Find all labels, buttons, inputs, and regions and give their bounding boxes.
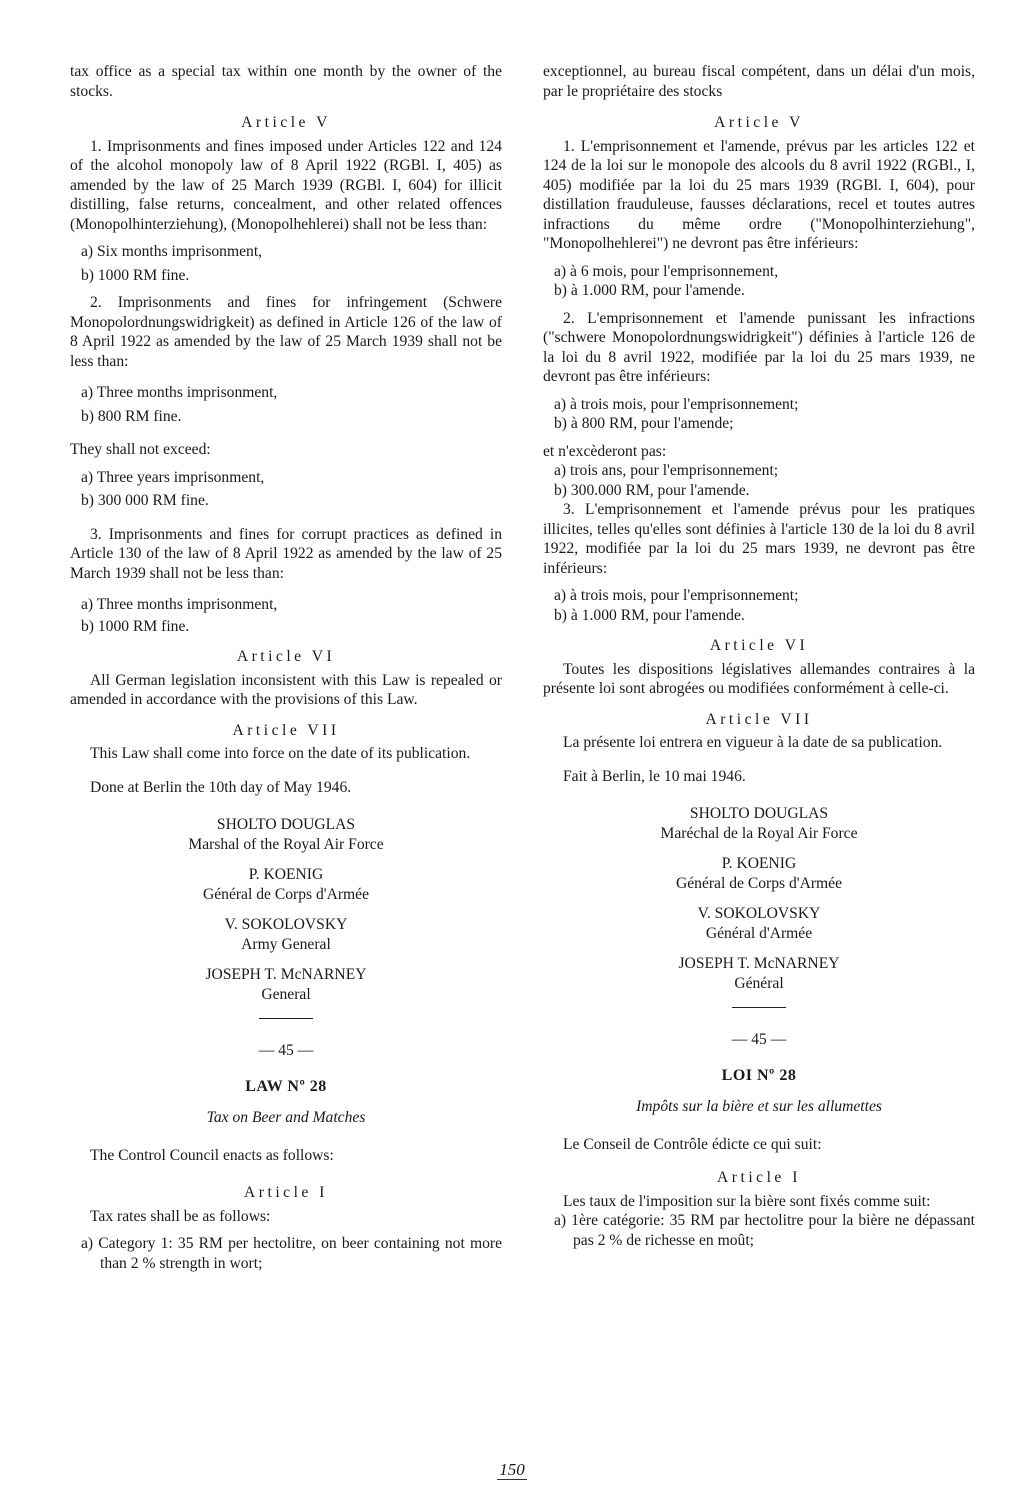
- law-title: LOI Nº 28: [721, 1066, 797, 1084]
- list-item: a) Six months imprisonment,: [81, 243, 263, 260]
- article-vi-heading: Article VI: [709, 637, 809, 654]
- not-exceed-text: They shall not exceed:: [70, 441, 211, 458]
- article-v-para-3: 3. Imprisonments and fines for corrupt practices as defined in Article 130 of the law of 8 April 1922 as amended by the law of 25 March 1939 shall not be less than:: [70, 525, 502, 582]
- continuation-text: exceptionnel, au bureau fiscal compétent, dans un délai d'un mois, par le propriétaire des stocks: [543, 63, 975, 100]
- article-vi-text: Toutes les dispositions législatives allemandes contraires à la présente loi sont abrogées ou modifiées conformément à celle-ci.: [543, 660, 975, 697]
- article-v-para-3: 3. L'emprisonnement et l'amende prévus pour les pratiques illicites, telles qu'elles sont définies à l'article 130 de la loi du 8 avril 1922, modifiée par la loi du 25 mars 1939, ne devront pas être inférieurs:: [543, 501, 975, 577]
- article-v-heading: Article V: [714, 114, 804, 131]
- done-at-text: Done at Berlin the 10th day of May 1946.: [90, 778, 352, 796]
- article-i-heading: Article I: [717, 1169, 801, 1186]
- signatory: [70, 865, 502, 904]
- list-item: a) Three months imprisonment,: [81, 596, 278, 613]
- signatory-title: Marshal of the Royal Air Force: [188, 835, 384, 853]
- law-title: LAW Nº 28: [245, 1077, 327, 1095]
- list-item: b) 300 000 RM fine.: [81, 492, 209, 509]
- article-v-para-2: 2. Imprisonments and fines for infringement (Schwere Monopolordnungswidrigkeit) as defined in Article 126 of the law of 8 April 1922 as amended by the law of 25 March 1939 shall not be less than:: [70, 294, 502, 370]
- list-item: a) Three months imprisonment,: [81, 384, 278, 401]
- enacts-text: Le Conseil de Contrôle édicte ce qui suit:: [563, 1135, 822, 1153]
- divider: [259, 1018, 313, 1019]
- list-item: a) à 6 mois, pour l'emprisonnement,: [554, 262, 779, 280]
- law-subtitle: Impôts sur la bière et sur les allumettes: [636, 1098, 882, 1115]
- signatory: [543, 954, 975, 993]
- signatory-title: Army General: [241, 935, 331, 953]
- list-item: b) 1000 RM fine.: [81, 266, 190, 284]
- article-vi-text: All German legislation inconsistent with this Law is repealed or amended in accordance with the provisions of this Law.: [70, 671, 502, 708]
- section-page-number: — 45 —: [731, 1031, 787, 1048]
- list-item: a) à trois mois, pour l'emprisonnement;: [554, 395, 799, 413]
- french-column: [543, 62, 975, 1250]
- signatory-title: Général d'Armée: [705, 924, 813, 942]
- signatory: [70, 815, 502, 854]
- signatory-title: General: [261, 985, 311, 1003]
- list-item: b) à 800 RM, pour l'amende;: [554, 415, 734, 432]
- article-v-para-1: 1. L'emprisonnement et l'amende, prévus par les articles 122 et 124 de la loi sur le monopole des alcools du 8 avril 1922 (RGBl., I, 405) modifiée par la loi du 25 mars 1939 (RGBl. I, 604), pour distillation frauduleuse, fausses déclarations, recel et toutes autres infractions du même ordre ("Monopolhinterziehung", "Monopolhehlerei") ne devront pas être inférieurs:: [543, 137, 975, 252]
- law-subtitle: Tax on Beer and Matches: [206, 1109, 366, 1126]
- signatory-title: Général de Corps d'Armée: [675, 874, 843, 892]
- signatory-name: P. KOENIG: [248, 866, 324, 883]
- list-item: b) 1000 RM fine.: [81, 617, 190, 635]
- list-item: a) à trois mois, pour l'emprisonnement;: [554, 587, 799, 604]
- signatory-name: SHOLTO DOUGLAS: [216, 816, 356, 833]
- list-item: a) Category 1: 35 RM per hectolitre, on beer containing not more than 2 % strength in wort;: [81, 1235, 502, 1272]
- signatory: [70, 915, 502, 954]
- signatory: [543, 804, 975, 843]
- article-i-heading: Article I: [244, 1184, 328, 1201]
- section-page-number: — 45 —: [258, 1042, 314, 1059]
- signatory-name: P. KOENIG: [721, 855, 797, 872]
- list-item: b) 300.000 RM, pour l'amende.: [554, 481, 750, 499]
- list-item: b) 800 RM fine.: [81, 407, 182, 425]
- list-item: a) 1ère catégorie: 35 RM par hectolitre pour la bière ne dépassant pas 2 % de richesse en moût;: [554, 1212, 975, 1249]
- page-footer: [0, 1460, 1024, 1480]
- signatory-title: Général: [734, 974, 784, 992]
- list-item: a) trois ans, pour l'emprisonnement;: [554, 462, 779, 479]
- article-v-para-1: 1. Imprisonments and fines imposed under Articles 122 and 124 of the alcohol monopoly law of 8 April 1922 (RGBl. I, 405) as amended by the law of 25 March 1939 (RGBl. I, 604) for illicit distilling, false returns, concealment, and other related offences (Monopolhinterziehung), (Monopolhehlerei) shall not be less than:: [70, 137, 502, 233]
- list-item: b) à 1.000 RM, pour l'amende.: [554, 282, 745, 299]
- list-item: a) Three years imprisonment,: [81, 468, 265, 486]
- signatory: [543, 904, 975, 943]
- signatory: [70, 965, 502, 1004]
- article-i-text: Tax rates shall be as follows:: [90, 1207, 271, 1225]
- signatory-name: JOSEPH T. McNARNEY: [678, 955, 840, 972]
- continuation-text: tax office as a special tax within one month by the owner of the stocks.: [70, 63, 502, 100]
- signatory-name: SHOLTO DOUGLAS: [689, 805, 829, 822]
- signatory-name: V. SOKOLOVSKY: [697, 905, 821, 922]
- article-vii-text: La présente loi entrera en vigueur à la date de sa publication.: [563, 734, 943, 751]
- done-at-text: Fait à Berlin, le 10 mai 1946.: [563, 767, 746, 785]
- article-vii-heading: Article VII: [705, 710, 813, 728]
- signatory-name: JOSEPH T. McNARNEY: [205, 966, 367, 983]
- article-vi-heading: Article VI: [236, 648, 336, 665]
- list-item: b) à 1.000 RM, pour l'amende.: [554, 606, 745, 624]
- signatory-title: Général de Corps d'Armée: [202, 885, 370, 903]
- article-v-para-2: 2. L'emprisonnement et l'amende punissant les infractions ("schwere Monopolordnungswidrigkeit") définies à l'article 126 de la loi du 8 avril 1922, modifiée par la loi du 25 mars 1939, ne devront pas être inférieurs:: [543, 309, 975, 385]
- article-vii-text: This Law shall come into force on the date of its publication.: [90, 745, 471, 762]
- signatory-title: Maréchal de la Royal Air Force: [660, 824, 858, 842]
- divider: [732, 1007, 786, 1008]
- enacts-text: The Control Council enacts as follows:: [90, 1146, 334, 1164]
- signatory-name: V. SOKOLOVSKY: [224, 916, 348, 933]
- article-i-text: Les taux de l'imposition sur la bière sont fixés comme suit:: [563, 1192, 931, 1210]
- article-v-heading: Article V: [241, 114, 331, 131]
- page-number: 150: [499, 1460, 525, 1479]
- english-column: [70, 62, 502, 1273]
- signatory: [543, 854, 975, 893]
- article-vii-heading: Article VII: [232, 721, 340, 739]
- not-exceed-text: et n'excèderont pas:: [543, 442, 667, 460]
